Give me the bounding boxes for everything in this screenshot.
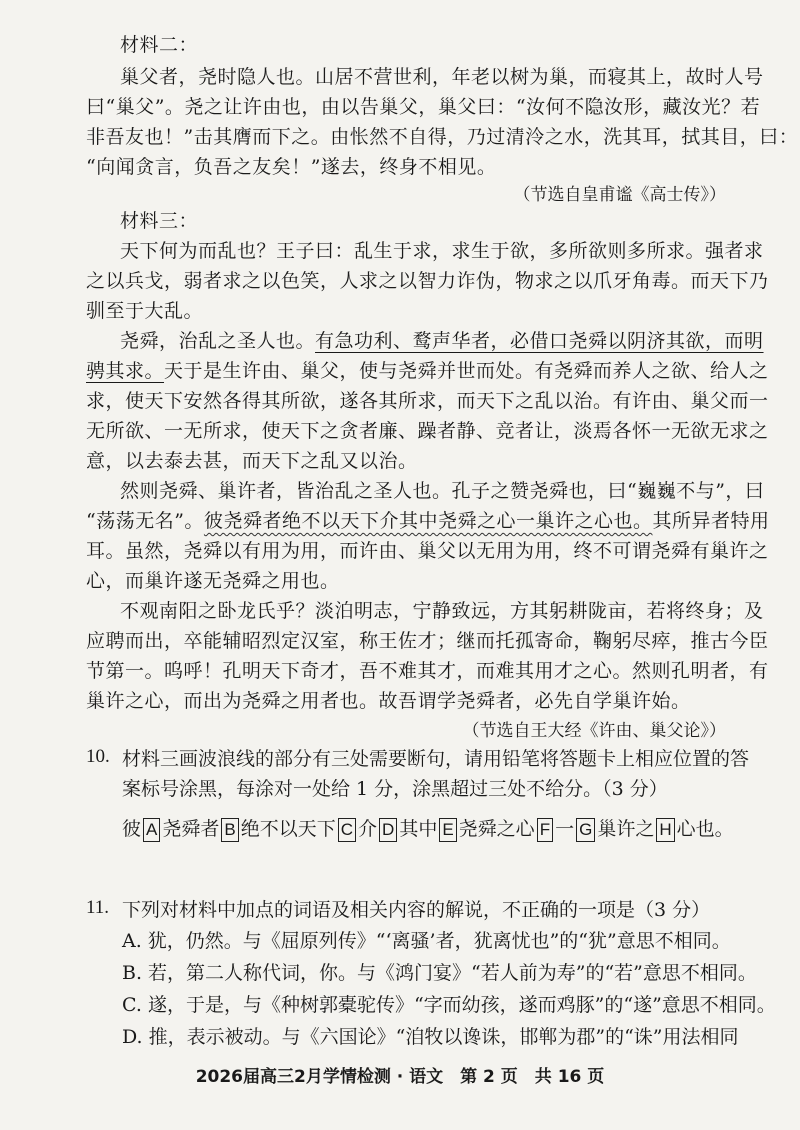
material2-line: “向闻贪言，负吾之友矣！”遂去，终身不相见。 [86,156,497,178]
option-b: B. 若，第二人称代词，你。与《鸿门宴》“若人前为寿”的“若”意思不相同。 [122,962,757,984]
question-10-text: 案标号涂黑，每涂对一处给 1 分，涂黑超过三处不给分。（3 分） [122,778,668,800]
material3-line: 之以兵戈，弱者求之以色笑，人求之以智力诈伪，物求之以爪牙角毒。而天下乃 [86,270,769,292]
text-segment: 巢许之 [597,818,655,840]
material3-line: 耳。虽然，尧舜以有用为用，而许由、巢父以无用为用，终不可谓尧舜有巢许之 [86,540,769,562]
text-segment: “荡荡无名”。 [86,510,204,532]
material3-source: （节选自王大经《许由、巢父论》） [462,721,726,741]
question-10-number: 10. [86,746,110,767]
text-segment: 天于是生许由、巢父，使与尧舜并世而处。有尧舜而养人之欲、给人之 [164,360,769,382]
question-10-text: 材料三画波浪线的部分有三处需要断句，请用铅笔将答题卡上相应位置的答 [122,748,750,770]
material3-line [86,506,770,536]
answer-box[interactable]: H [656,818,674,842]
option-c: C. 遂，于是，与《种树郭橐驼传》“字而幼孩，遂而鸡豚”的“遂”意思不相同。 [122,994,776,1016]
answer-box[interactable]: D [379,818,397,842]
question-11-number: 11. [86,897,110,918]
material3-line: 然则尧舜、巢许者，皆治乱之圣人也。孔子之赞尧舜也，曰“巍巍不与”，曰 [120,480,765,502]
underlined-text: 骋其求。 [86,360,165,382]
text-segment: 尧舜者 [162,818,220,840]
text-segment: 其中 [399,818,438,840]
text-segment: 彼 [122,818,142,840]
material2-line: 曰“巢父”。尧之让许由也，由以告巢父，巢父曰：“汝何不隐汝形，藏汝光？若 [86,96,761,118]
material2-source: （节选自皇甫谧《高士传》） [513,185,726,205]
material3-line: 节第一。呜呼！孔明天下奇才，吾不难其才，而难其用才之心。然则孔明者，有 [86,660,769,682]
material3-line: 天下何为而乱也？王子曰：乱生于求，求生于欲，多所欲则多所求。强者求 [120,240,764,262]
text-segment: 绝不以天下 [240,818,336,840]
question-10-answer-line [122,814,734,842]
material3-heading: 材料三： [120,210,199,232]
material3-line: 求，使天下安然各得其所欲，遂各其所求，而天下之乱以治。有许由、巢父而一 [86,390,769,412]
text-segment: 一 [555,818,575,840]
material2-line: 巢父者，尧时隐人也。山居不营世利，年老以树为巢，而寝其上，故时人号 [120,66,764,88]
material2-heading: 材料二： [120,34,199,56]
question-11-stem: 下列对材料中加点的词语及相关内容的解说，不正确的一项是（3 分） [122,899,711,921]
material3-line: 驯至于大乱。 [86,300,204,322]
answer-box[interactable]: E [439,818,456,842]
answer-box[interactable]: G [576,818,595,842]
material3-line: 不观南阳之卧龙氏乎？淡泊明志，宁静致远，方其躬耕陇亩，若将终身；及 [120,600,764,622]
answer-box[interactable]: C [338,818,356,842]
page-footer: 2026届高三2月学情检测 · 语文 第 2 页 共 16 页 [195,1067,605,1087]
material3-line [86,356,769,386]
option-a: A. 犹，仍然。与《屈原列传》“‘离骚’者，犹离忧也”的“犹”意思不相同。 [122,930,731,952]
material3-line: 无所欲、一无所求，使天下之贪者廉、躁者静、竞者让，淡焉各怀一无欲无求之 [86,420,769,442]
material3-line: 应聘而出，卒能辅昭烈定汉室，称王佐才；继而托孤寄命，鞠躬尽瘁，推古今臣 [86,630,769,652]
text-segment: 心也。 [676,818,734,840]
material3-line [120,326,764,356]
option-d: D. 推，表示被动。与《六国论》“洎牧以谗诛，邯郸为郡”的“诛”用法相同 [122,1026,739,1048]
material2-line: 非吾友也！”击其膺而下之。由怅然不自得，乃过清泠之水，洗其耳，拭其目，曰： [86,126,799,148]
answer-box[interactable]: F [537,818,553,842]
material3-line: 心，而巢许遂无尧舜之用也。 [86,570,340,592]
wavy-underlined-text: 彼尧舜者绝不以天下介其中尧舜之心一巢许之心也。 [203,510,653,532]
material3-line: 巢许之心，而出为尧舜之用者也。故吾谓学尧舜者，必先自学巢许始。 [86,690,691,712]
text-segment: 介 [358,818,378,840]
text-segment: 其所异者特用 [652,510,770,532]
answer-box[interactable]: A [143,818,160,842]
underlined-text: 有急功利、鹜声华者，必借口尧舜以阴济其欲，而明 [315,330,764,352]
text-segment: 尧舜之心 [458,818,535,840]
answer-box[interactable]: B [221,818,238,842]
material3-line: 意，以去泰去甚，而天下之乱又以治。 [86,450,418,472]
text-segment: 尧舜，治乱之圣人也。 [120,330,316,352]
